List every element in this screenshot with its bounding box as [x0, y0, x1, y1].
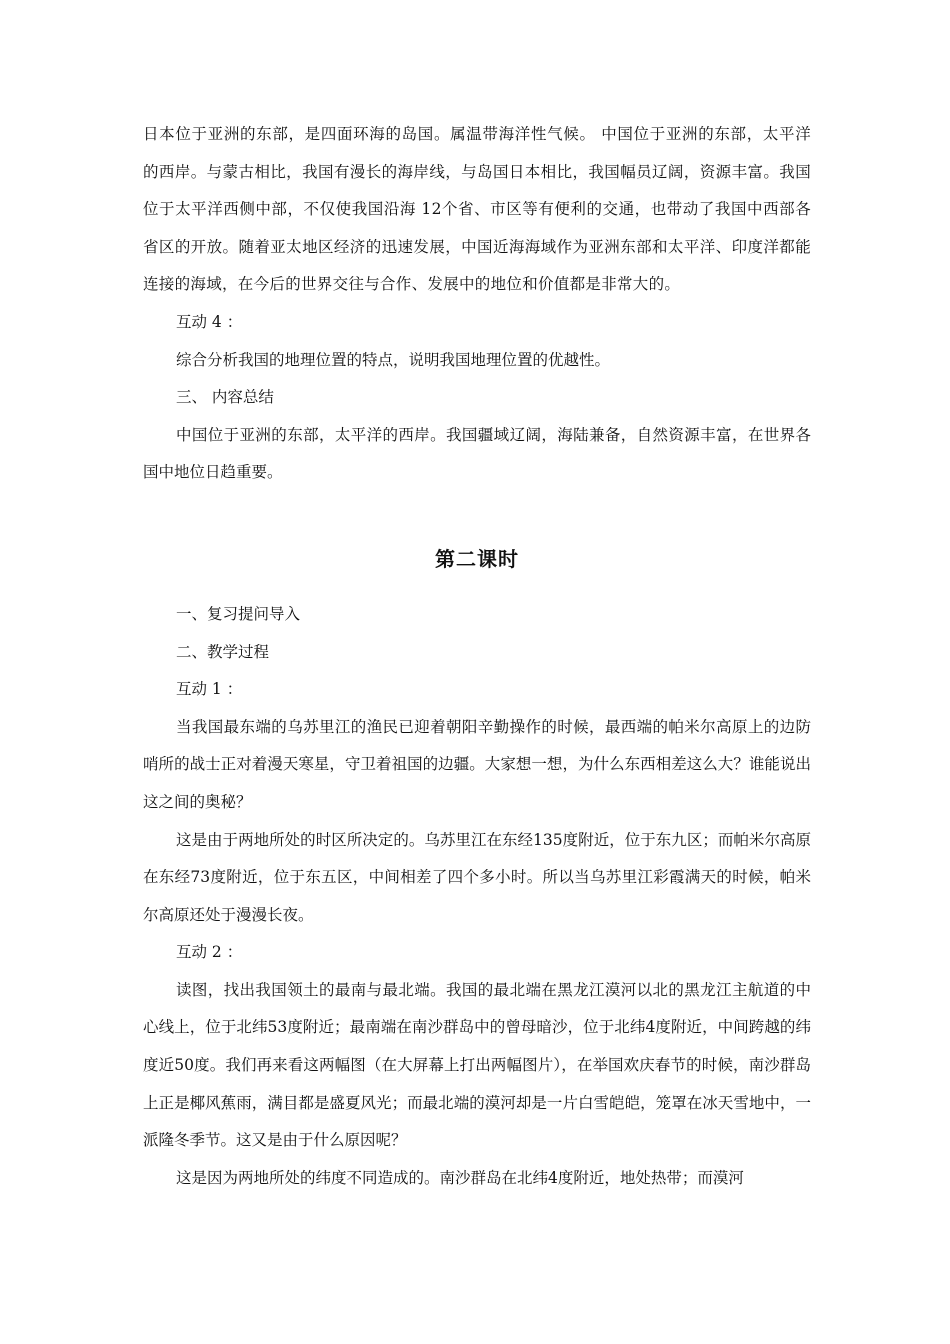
interaction-2-heading: 互动 2 ：: [176, 943, 243, 962]
section-title-second-lesson: 第二课时: [435, 546, 519, 571]
interaction-1-answer: 这是由于两地所处的时区所决定的。乌苏里江在东经135度附近，位于东九区；而帕米尔高原在东经73度附近，位于东五区，中间相差了四个多小时。所以当乌苏里江彩霞满天的时候，帕米尔高原还处于漫漫长夜。: [143, 830, 811, 924]
review-intro-heading: 一、复习提问导入: [176, 604, 301, 623]
interaction-1-question: 当我国最东端的乌苏里江的渔民已迎着朝阳辛勤操作的时候，最西端的帕米尔高原上的边防哨所的战士正对着漫天寒星，守卫着祖国的边疆。大家想一想，为什么东西相差这么大？谁能说出这之间的奥秘？: [143, 717, 811, 811]
interaction-2-answer: 这是因为两地所处的纬度不同造成的。南沙群岛在北纬4度附近，地处热带；而漠河: [176, 1168, 744, 1187]
interaction-1-heading: 互动 1 ：: [176, 680, 243, 699]
paragraph-japan-china-comparison: 日本位于亚洲的东部，是四面环海的岛国。属温带海洋性气候。 中国位于亚洲的东部，太平洋的西岸。与蒙古相比，我国有漫长的海岸线，与岛国日本相比，我国幅员辽阔，资源丰富。我国位于太平洋西侧中部，不仅使我国沿海 12个省、市区等有便利的交通，也带动了我国中西部各省区的开放。随着亚太地区经济的迅速发展，中国近海海域作为亚洲东部和太平洋、印度洋都能连接的海域，在今后的世界交往与合作、发展中的地位和价值都是非常大的。: [143, 125, 811, 294]
page-content: [143, 116, 811, 1197]
interaction-4-heading: 互动 4 ：: [176, 312, 243, 331]
teaching-process-heading: 二、教学过程: [176, 642, 270, 661]
content-summary-text: 中国位于亚洲的东部，太平洋的西岸。我国疆域辽阔，海陆兼备，自然资源丰富，在世界各国中地位日趋重要。: [143, 425, 811, 482]
content-summary-heading: 三、 内容总结: [176, 388, 274, 407]
interaction-4-task: 综合分析我国的地理位置的特点，说明我国地理位置的优越性。: [176, 350, 611, 369]
interaction-2-question: 读图，找出我国领土的最南与最北端。我国的最北端在黑龙江漠河以北的黑龙江主航道的中心线上，位于北纬53度附近；最南端在南沙群岛中的曾母暗沙，位于北纬4度附近，中间跨越的纬度近50度。我们再来看这两幅图（在大屏幕上打出两幅图片），在举国欢庆春节的时候，南沙群岛上正是椰风蕉雨，满目都是盛夏风光；而最北端的漠河却是一片白雪皑皑，笼罩在冰天雪地中，一派隆冬季节。这又是由于什么原因呢？: [143, 980, 811, 1150]
